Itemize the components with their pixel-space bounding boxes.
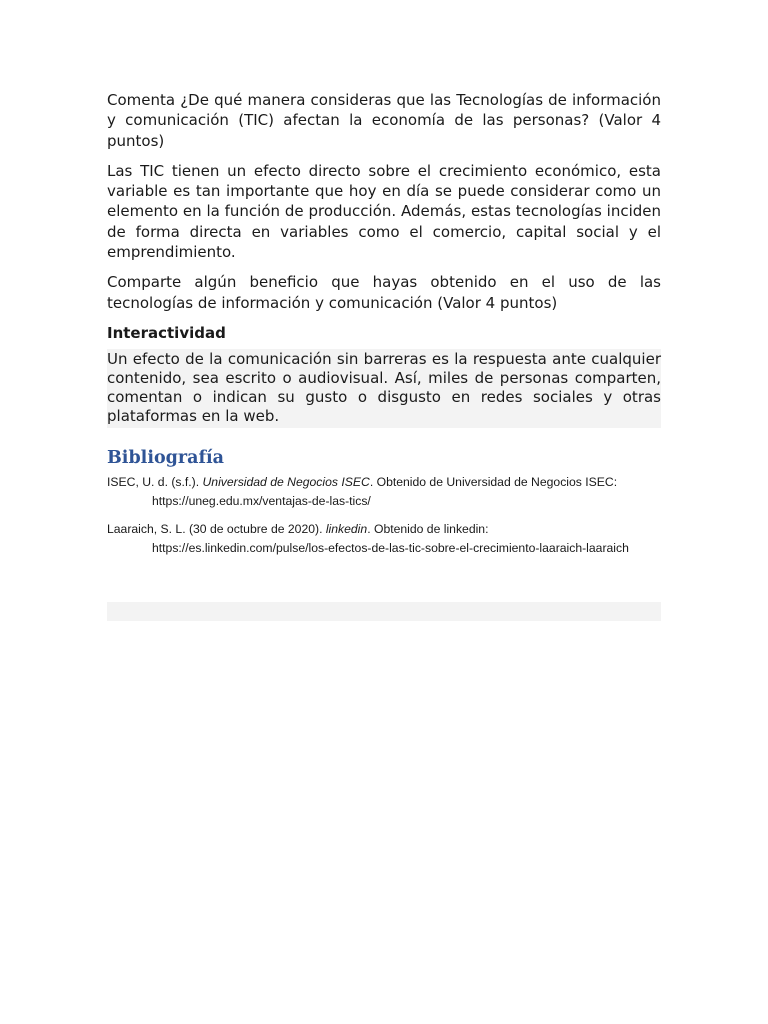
question-2: Comparte algún beneficio que hayas obtenido en el uso de las tecnologías de información y comunicación (Valor 4 puntos): [107, 273, 661, 312]
reference-1: [107, 473, 661, 511]
reference-1-source: Universidad de Negocios ISEC: [202, 474, 370, 489]
reference-1-url[interactable]: https://uneg.edu.mx/ventajas-de-las-tics/: [152, 493, 371, 508]
answer-2: Un efecto de la comunicación sin barreras es la respuesta ante cualquier contenido, sea escrito o audiovisual. Así, miles de personas comparten, comentan o indican su gusto o disgusto en redes sociales y otras plataformas en la web.: [107, 349, 661, 428]
reference-1-rest: . Obtenido de Universidad de Negocios ISEC:: [369, 474, 618, 489]
reference-1-author: ISEC, U. d. (s.f.).: [107, 474, 203, 489]
question-1: Comenta ¿De qué manera consideras que las Tecnologías de información y comunicación (TIC) afectan la economía de las personas? (Valor 4 puntos): [107, 91, 661, 150]
reference-2: [107, 520, 661, 558]
answer-1: Las TIC tienen un efecto directo sobre el crecimiento económico, esta variable es tan importante que hoy en día se puede considerar como un elemento en la función de producción. Además, estas tecnologías inciden de forma directa en variables como el comercio, capital social y el emprendimiento.: [107, 161, 661, 262]
reference-2-author: Laaraich, S. L. (30 de octubre de 2020).: [107, 521, 326, 536]
reference-2-rest: . Obtenido de linkedin:: [367, 521, 489, 536]
document-body: [107, 90, 661, 567]
reference-2-url[interactable]: https://es.linkedin.com/pulse/los-efectos-de-las-tic-sobre-el-crecimiento-laaraich-laaraich: [152, 540, 629, 555]
bibliography-title: Bibliografía: [107, 447, 224, 468]
reference-2-source: linkedin: [325, 521, 368, 536]
empty-shaded-paragraph: [107, 602, 661, 621]
interactividad-heading: Interactividad: [107, 323, 226, 342]
